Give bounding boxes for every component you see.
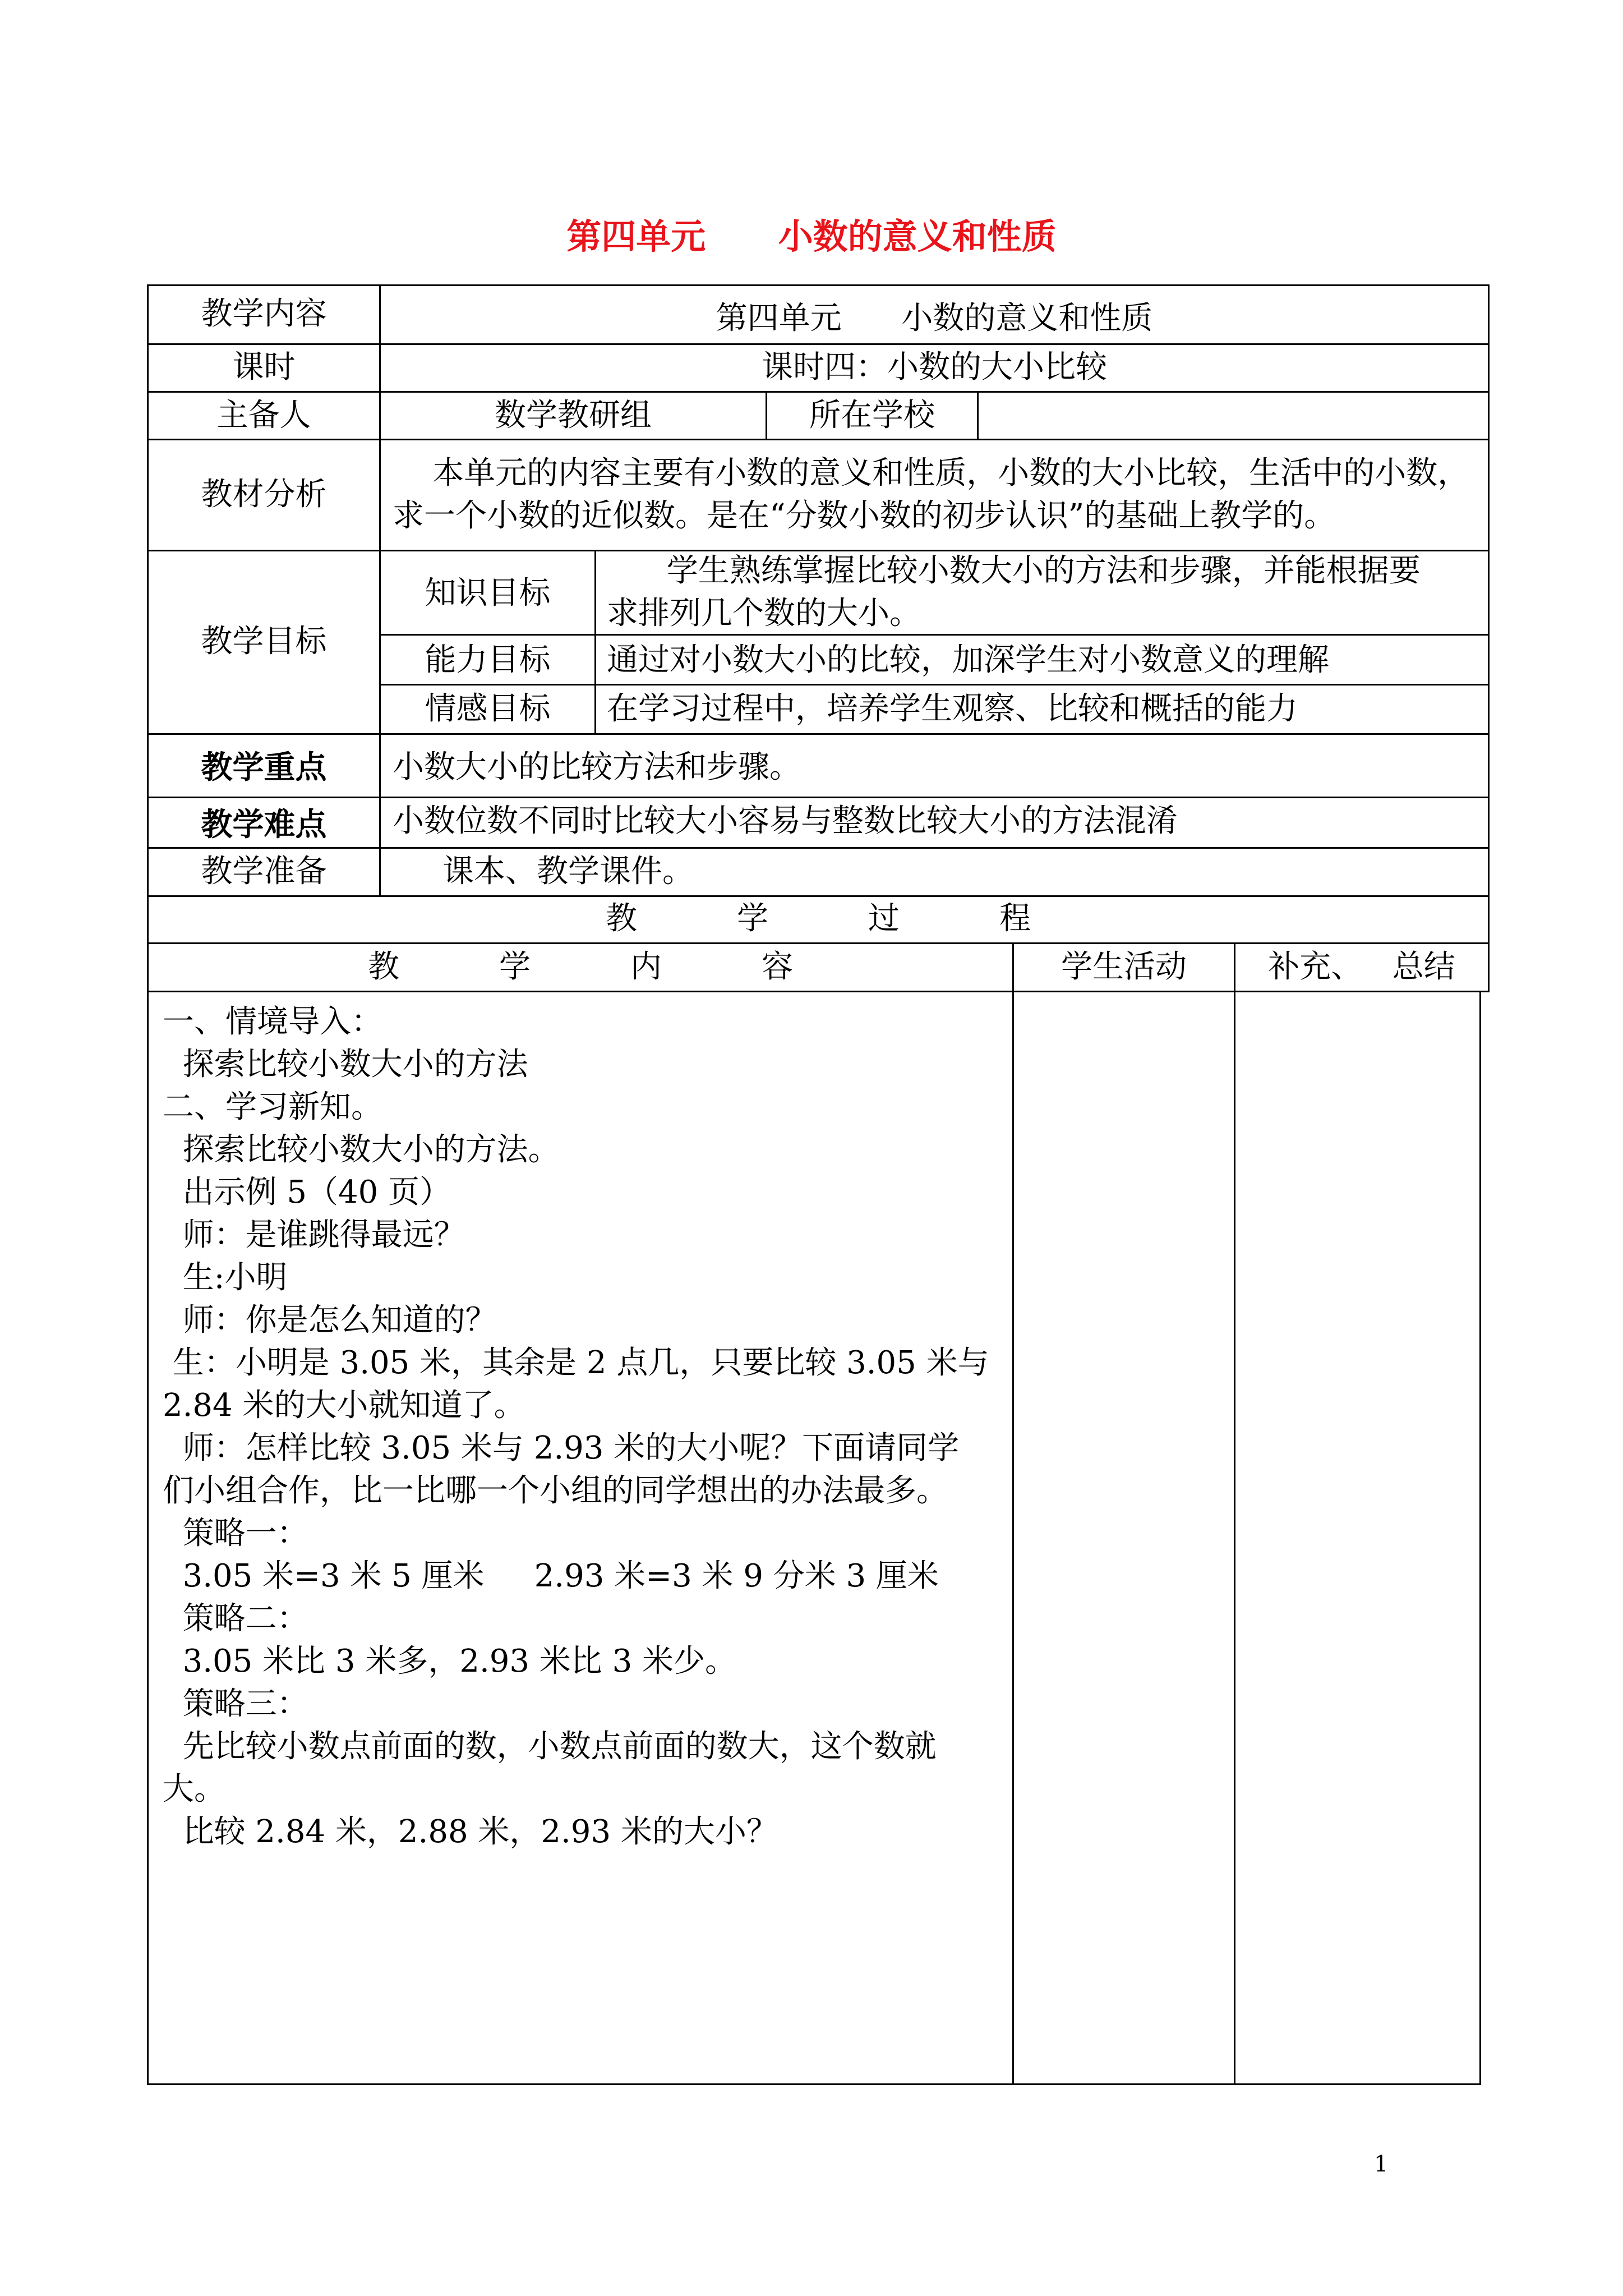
content-line: 师：是谁跳得最远？ bbox=[163, 1217, 465, 1253]
content-value: 第四单元 小数的意义和性质 bbox=[716, 300, 1153, 337]
knowledge-line-2: 求排列几个数的大小。 bbox=[607, 595, 921, 632]
ability-label: 能力目标 bbox=[425, 642, 551, 678]
analysis-label: 教材分析 bbox=[201, 476, 327, 513]
emotion-value: 在学习过程中，培养学生观察、比较和概括的能力 bbox=[607, 691, 1298, 727]
content-line: 策略一： bbox=[163, 1515, 308, 1552]
content-line: 3.05 米比 3 米多，2.93 米比 3 米少。 bbox=[163, 1643, 737, 1680]
process-title: 教 学 过 程 bbox=[605, 900, 1031, 937]
prep-label: 教学准备 bbox=[201, 853, 327, 890]
content-line: 2.84 米的大小就知道了。 bbox=[163, 1387, 525, 1424]
content-label: 教学内容 bbox=[201, 296, 327, 332]
content-line: 比较 2.84 米，2.88 米，2.93 米的大小？ bbox=[163, 1814, 778, 1850]
content-line: 大。 bbox=[163, 1771, 225, 1807]
content-line: 生：小明是 3.05 米，其余是 2 点几，只要比较 3.05 米与 bbox=[163, 1345, 989, 1381]
content-line: 3.05 米=3 米 5 厘米 2.93 米=3 米 9 分米 3 厘米 bbox=[163, 1558, 939, 1594]
col-notes-header: 补充、 总结 bbox=[1268, 949, 1455, 985]
content-line: 策略三： bbox=[163, 1686, 308, 1722]
content-line: 生:小明 bbox=[163, 1259, 288, 1296]
content-line: 师：怎样比较 3.05 米与 2.93 米的大小呢？下面请同学 bbox=[163, 1430, 960, 1466]
content-line: 出示例 5（40 页） bbox=[163, 1174, 451, 1211]
key-label: 教学重点 bbox=[201, 749, 327, 786]
preparer-label: 主备人 bbox=[216, 397, 311, 434]
key-value: 小数大小的比较方法和步骤。 bbox=[393, 749, 801, 785]
difficulty-label: 教学难点 bbox=[201, 806, 327, 843]
ability-value: 通过对小数大小的比较，加深学生对小数意义的理解 bbox=[607, 642, 1329, 678]
content-line: 探索比较小数大小的方法 bbox=[163, 1046, 528, 1083]
content-line: 师：你是怎么知道的？ bbox=[163, 1302, 497, 1338]
content-line: 先比较小数点前面的数，小数点前面的数大，这个数就 bbox=[163, 1728, 937, 1765]
content-line: 探索比较小数大小的方法。 bbox=[163, 1131, 560, 1168]
page-number: 1 bbox=[1374, 2151, 1389, 2177]
lesson-value: 课时四：小数的大小比较 bbox=[762, 349, 1107, 385]
content-line: 策略二： bbox=[163, 1600, 308, 1637]
analysis-line-1: 本单元的内容主要有小数的意义和性质，小数的大小比较，生活中的小数， bbox=[393, 455, 1469, 491]
lesson-label: 课时 bbox=[232, 349, 296, 385]
goals-label: 教学目标 bbox=[201, 623, 327, 660]
content-line: 二、学习新知。 bbox=[163, 1089, 382, 1125]
school-label: 所在学校 bbox=[809, 397, 935, 434]
knowledge-label: 知识目标 bbox=[425, 575, 551, 611]
content-line: 们小组合作，比一比哪一个小组的同学想出的办法最多。 bbox=[163, 1473, 948, 1509]
knowledge-line-1: 学生熟练掌握比较小数大小的方法和步骤，并能根据要 bbox=[607, 553, 1421, 589]
document-title: 第四单元 小数的意义和性质 bbox=[566, 216, 1057, 257]
difficulty-value: 小数位数不同时比较大小容易与整数比较大小的方法混淆 bbox=[393, 803, 1178, 839]
analysis-line-2: 求一个小数的近似数。是在“分数小数的初步认识”的基础上教学的。 bbox=[393, 498, 1336, 534]
emotion-label: 情感目标 bbox=[425, 691, 551, 727]
col-activity-header: 学生活动 bbox=[1061, 949, 1187, 985]
preparer-value: 数学教研组 bbox=[495, 397, 652, 434]
col-content-header: 教 学 内 容 bbox=[367, 949, 794, 985]
content-line: 一、情境导入： bbox=[163, 1004, 382, 1040]
prep-value: 课本、教学课件。 bbox=[393, 853, 694, 890]
